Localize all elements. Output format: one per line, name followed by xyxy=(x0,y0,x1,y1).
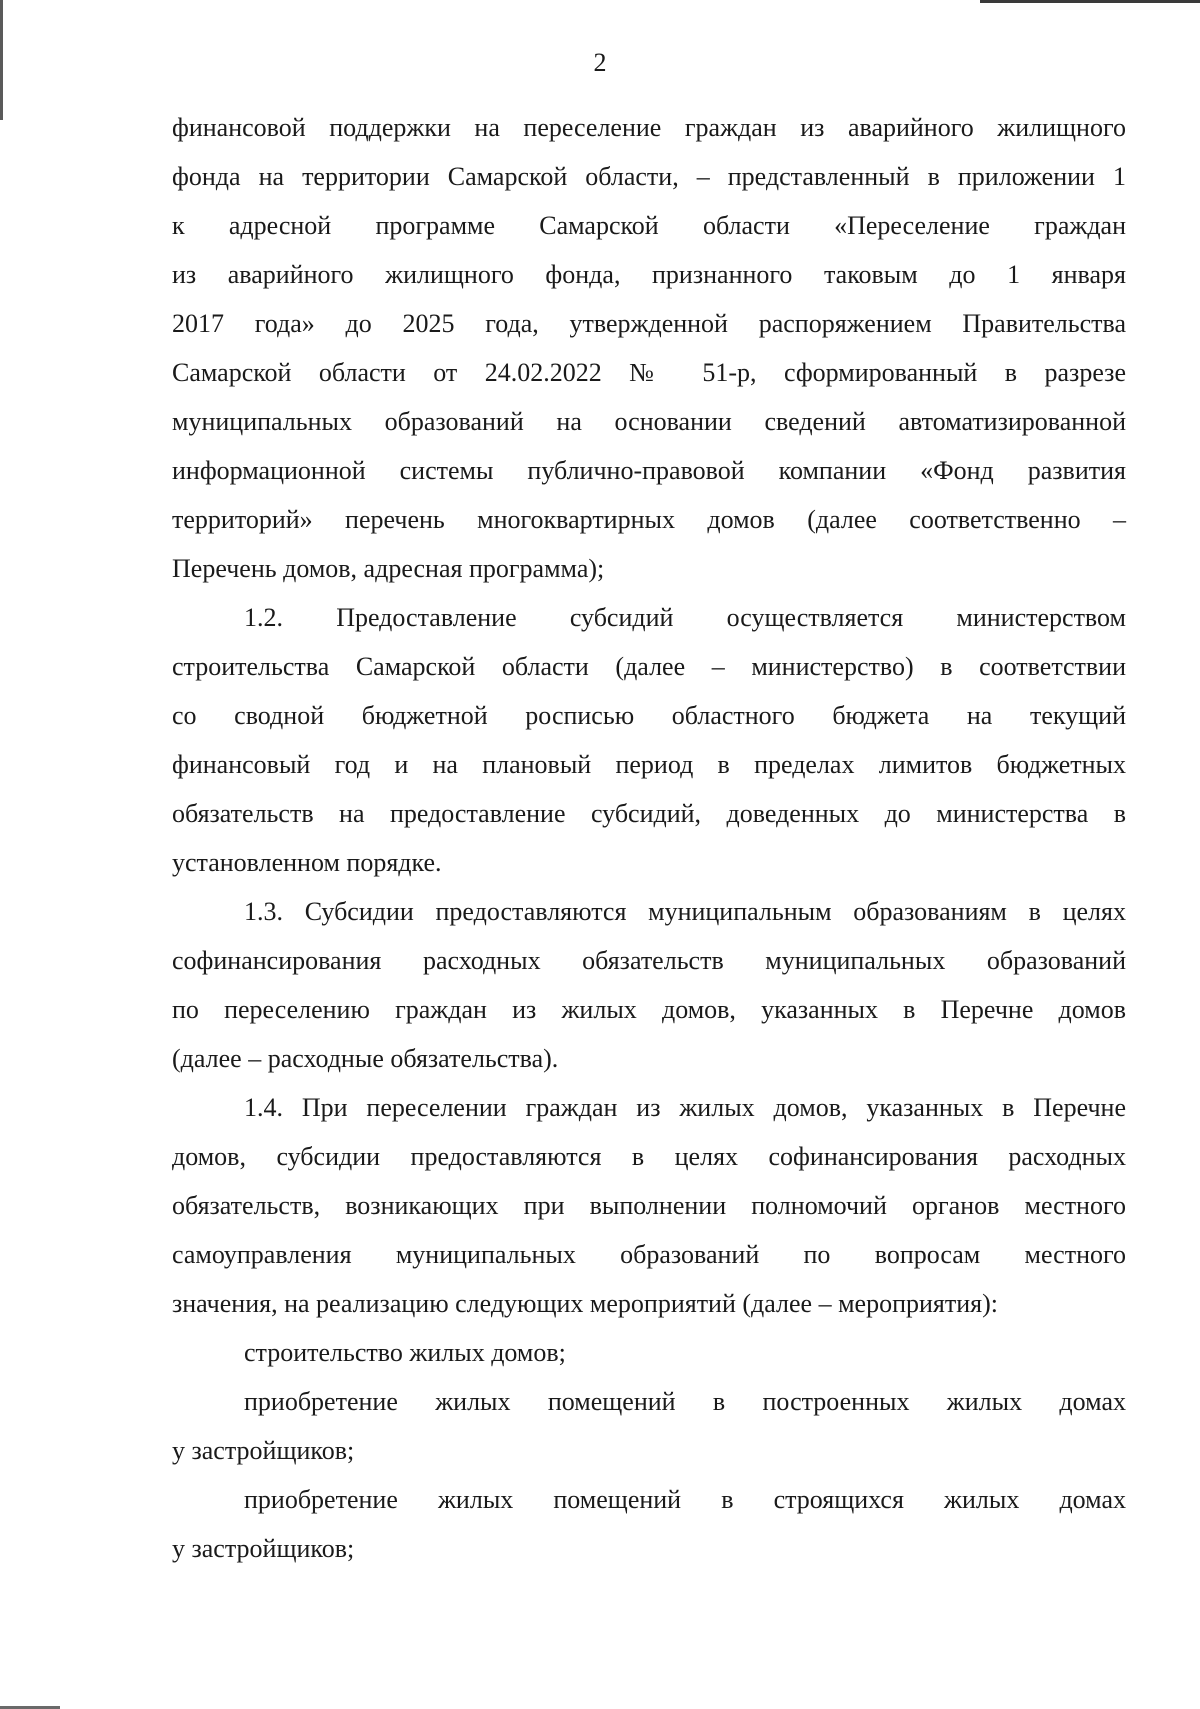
text-line: информационной системы публично-правовой компании «Фонд развития xyxy=(172,456,1126,485)
text-line: из аварийного жилищного фонда, признанного таковым до 1 января xyxy=(172,260,1126,289)
text-line: Самарской области от 24.02.2022 № 51-р, сформированный в разрезе xyxy=(172,358,1126,387)
text-line: со сводной бюджетной росписью областного бюджета на текущий xyxy=(172,701,1126,730)
text-line: территорий» перечень многоквартирных домов (далее соответственно – xyxy=(172,505,1126,534)
text-line: у застройщиков; xyxy=(172,1436,355,1465)
text-line: строительства Самарской области (далее – министерство) в соответствии xyxy=(172,652,1126,681)
text-line: (далее – расходные обязательства). xyxy=(172,1044,559,1073)
text-line: муниципальных образований на основании сведений автоматизированной xyxy=(172,407,1126,436)
paragraph-1-2-start: 1.2. Предоставление субсидий осуществляется министерством xyxy=(244,603,1126,632)
text-line: к адресной программе Самарской области «Переселение граждан xyxy=(172,211,1126,240)
page-number: 2 xyxy=(593,48,607,77)
text-line: финансовый год и на плановый период в пределах лимитов бюджетных xyxy=(172,750,1126,779)
document-body xyxy=(172,103,1126,1573)
list-item: приобретение жилых помещений в построенных жилых домах xyxy=(244,1387,1126,1416)
text-line: значения, на реализацию следующих мероприятий (далее – мероприятия): xyxy=(172,1289,998,1318)
text-line: домов, субсидии предоставляются в целях софинансирования расходных xyxy=(172,1142,1126,1171)
scan-edge-top xyxy=(980,0,1200,3)
text-line: 2017 года» до 2025 года, утвержденной распоряжением Правительства xyxy=(172,309,1126,338)
list-item: приобретение жилых помещений в строящихся жилых домах xyxy=(244,1485,1126,1514)
text-line: самоуправления муниципальных образований по вопросам местного xyxy=(172,1240,1126,1269)
paragraph-1-3-start: 1.3. Субсидии предоставляются муниципальным образованиям в целях xyxy=(244,897,1126,926)
text-line: обязательств на предоставление субсидий, доведенных до министерства в xyxy=(172,799,1126,828)
text-line: установленном порядке. xyxy=(172,848,442,877)
text-line: у застройщиков; xyxy=(172,1534,355,1563)
text-line: обязательств, возникающих при выполнении полномочий органов местного xyxy=(172,1191,1126,1220)
text-line: софинансирования расходных обязательств муниципальных образований xyxy=(172,946,1126,975)
text-line: Перечень домов, адресная программа); xyxy=(172,554,605,583)
text-line: по переселению граждан из жилых домов, указанных в Перечне домов xyxy=(172,995,1126,1024)
list-item: строительство жилых домов; xyxy=(244,1338,566,1367)
text-line: фонда на территории Самарской области, – представленный в приложении 1 xyxy=(172,162,1126,191)
text-line: финансовой поддержки на переселение граждан из аварийного жилищного xyxy=(172,113,1126,142)
paragraph-1-4-start: 1.4. При переселении граждан из жилых домов, указанных в Перечне xyxy=(244,1093,1126,1122)
